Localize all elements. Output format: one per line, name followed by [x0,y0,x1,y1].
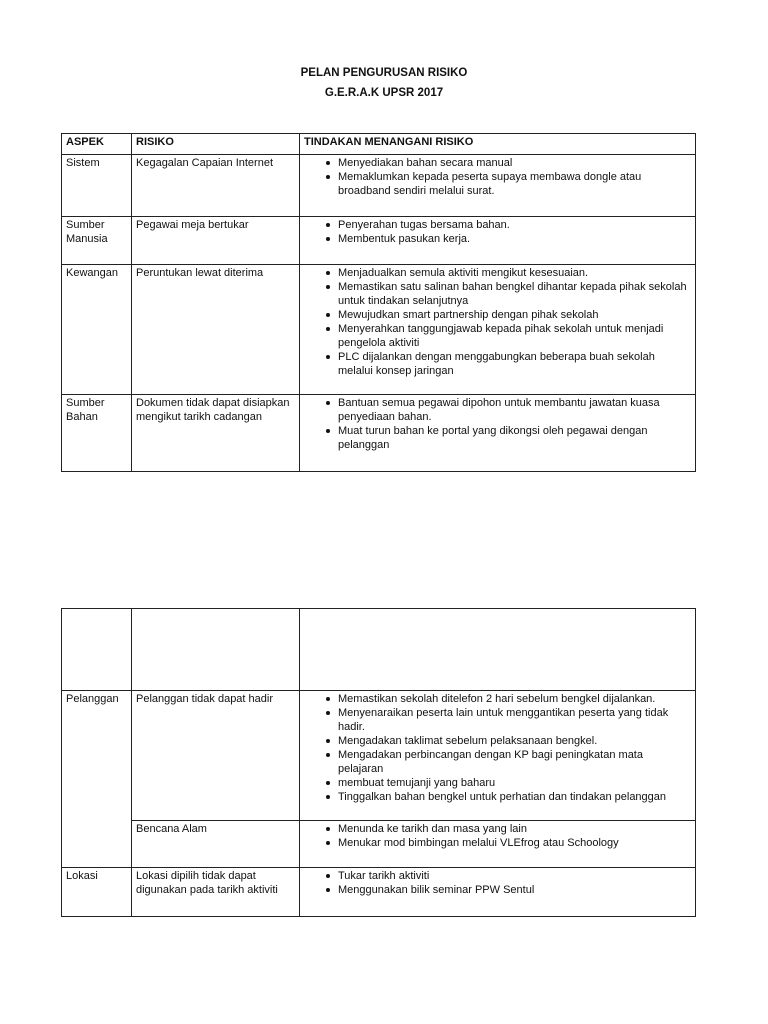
tindakan-cell [300,217,696,265]
list-item: Menjadualkan semula aktiviti mengikut kesesuaian. [324,266,691,280]
tindakan-cell [300,395,696,472]
list-item: Tinggalkan bahan bengkel untuk perhatian dan tindakan pelanggan [324,790,691,804]
list-item: Bantuan semua pegawai dipohon untuk membantu jawatan kuasa penyediaan bahan. [324,396,691,424]
table-row-kewangan [62,265,696,395]
table-header-row [62,134,696,155]
risiko-cell: Dokumen tidak dapat disiapkan mengikut tarikh cadangan [132,395,300,472]
list-item: Mengadakan taklimat sebelum pelaksanaan bengkel. [324,734,691,748]
table-row-sumber-bahan [62,395,696,472]
list-item: Muat turun bahan ke portal yang dikongsi oleh pegawai dengan pelanggan [324,424,691,452]
aspek-cell: Sistem [62,155,132,217]
list-item: Membentuk pasukan kerja. [324,232,691,246]
tindakan-cell [300,265,696,395]
risiko-cell: Bencana Alam [132,821,300,868]
aspek-cell [62,821,132,868]
tindakan-list [304,822,691,850]
list-item: Menggunakan bilik seminar PPW Sentul [324,883,691,897]
list-item: membuat temujanji yang baharu [324,776,691,790]
table-row-pelanggan [62,691,696,821]
table-row-empty [62,609,696,691]
tindakan-cell [300,868,696,917]
list-item: Memastikan sekolah ditelefon 2 hari sebelum bengkel dijalankan. [324,692,691,706]
tindakan-list [304,692,691,804]
risiko-cell: Pegawai meja bertukar [132,217,300,265]
risk-table-part-1 [61,133,696,472]
header-aspek: ASPEK [62,134,132,155]
aspek-cell: Sumber Bahan [62,395,132,472]
empty-cell [132,609,300,691]
risiko-cell: Lokasi dipilih tidak dapat digunakan pada tarikh aktiviti [132,868,300,917]
table-row-sistem [62,155,696,217]
list-item: Memastikan satu salinan bahan bengkel dihantar kepada pihak sekolah untuk tindakan selanjutnya [324,280,691,308]
list-item: Mengadakan perbincangan dengan KP bagi peningkatan mata pelajaran [324,748,691,776]
list-item: Memaklumkan kepada peserta supaya membawa dongle atau broadband sendiri melalui surat. [324,170,691,198]
aspek-cell: Pelanggan [62,691,132,821]
tindakan-list [304,266,691,378]
list-item: Menunda ke tarikh dan masa yang lain [324,822,691,836]
empty-cell [300,609,696,691]
table-row-sumber-manusia [62,217,696,265]
document-title: PELAN PENGURUSAN RISIKO [300,67,468,79]
tindakan-cell [300,821,696,868]
aspek-cell: Kewangan [62,265,132,395]
list-item: Penyerahan tugas bersama bahan. [324,218,691,232]
list-item: Menyediakan bahan secara manual [324,156,691,170]
tindakan-list [304,869,691,897]
list-item: PLC dijalankan dengan menggabungkan beberapa buah sekolah melalui konsep jaringan [324,350,691,378]
aspek-cell: Sumber Manusia [62,217,132,265]
header-risiko: RISIKO [132,134,300,155]
risk-table-part-2 [61,608,696,917]
table-row-lokasi [62,868,696,917]
document-subtitle: G.E.R.A.K UPSR 2017 [324,87,444,99]
tindakan-cell [300,691,696,821]
tindakan-list [304,218,691,246]
empty-cell [62,609,132,691]
table-row-bencana-alam [62,821,696,868]
list-item: Menukar mod bimbingan melalui VLEfrog atau Schoology [324,836,691,850]
risiko-cell: Kegagalan Capaian Internet [132,155,300,217]
tindakan-list [304,396,691,452]
list-item: Mewujudkan smart partnership dengan pihak sekolah [324,308,691,322]
risiko-cell: Peruntukan lewat diterima [132,265,300,395]
list-item: Tukar tarikh aktiviti [324,869,691,883]
header-tindakan: TINDAKAN MENANGANI RISIKO [300,134,696,155]
aspek-cell: Lokasi [62,868,132,917]
risiko-cell: Pelanggan tidak dapat hadir [132,691,300,821]
list-item: Menyerahkan tanggungjawab kepada pihak sekolah untuk menjadi pengelola aktiviti [324,322,691,350]
list-item: Menyenaraikan peserta lain untuk menggantikan peserta yang tidak hadir. [324,706,691,734]
tindakan-list [304,156,691,198]
tindakan-cell [300,155,696,217]
